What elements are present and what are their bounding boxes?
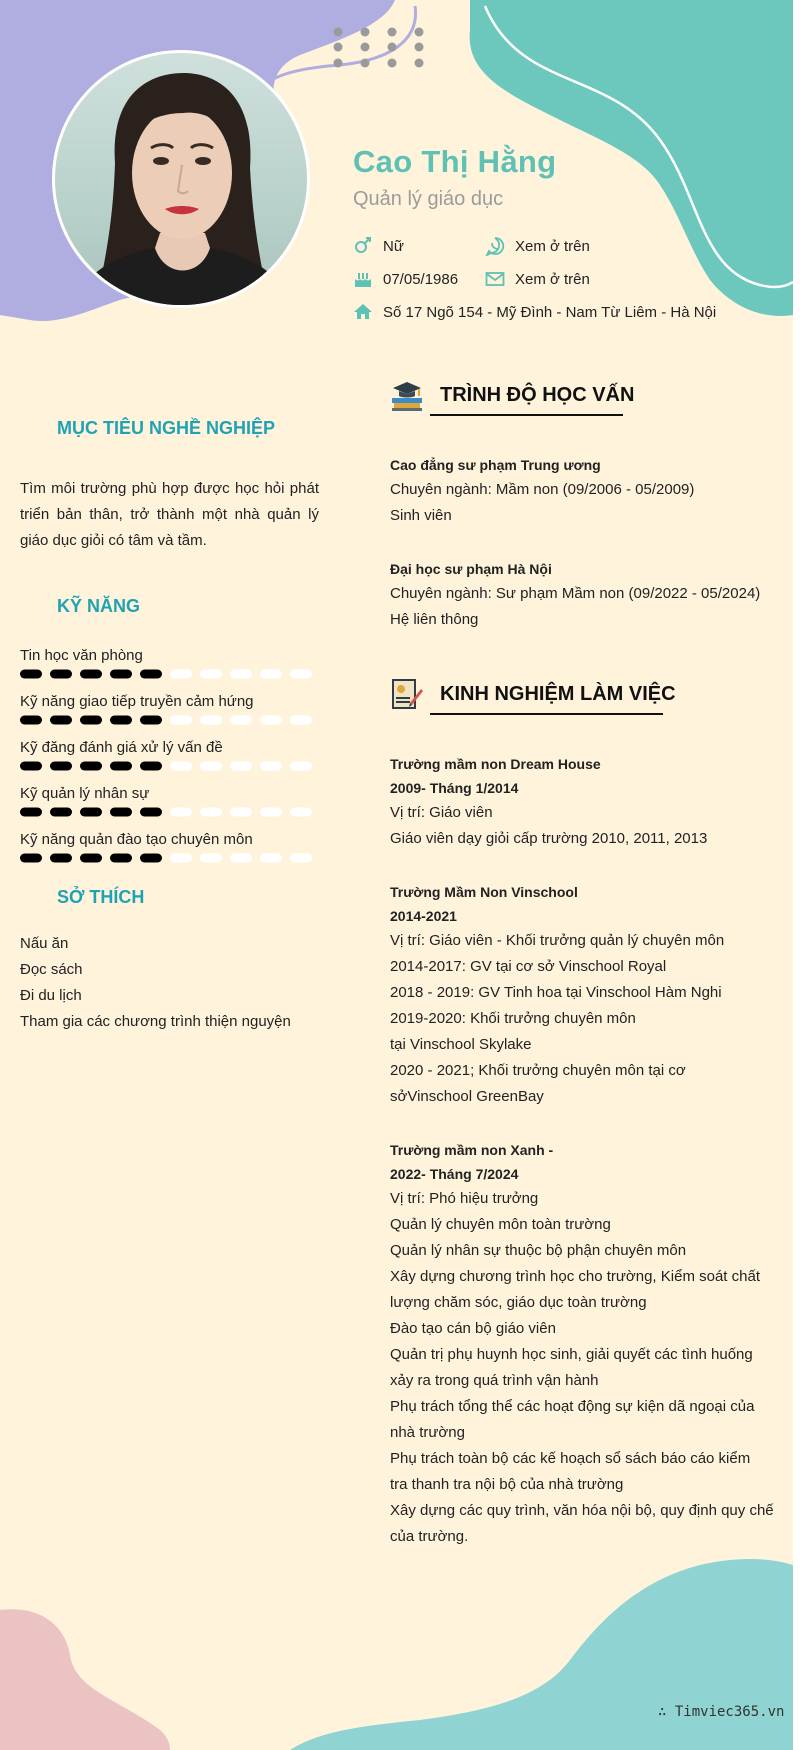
skill-segment-filled [50, 716, 72, 725]
birthday-value: 07/05/1986 [383, 270, 459, 288]
skill-segment-empty [260, 808, 282, 817]
skill-segment-empty [230, 762, 252, 771]
birthday-row [353, 269, 458, 289]
gender-row [353, 236, 404, 256]
skill-label: Kỹ quản lý nhân sự [20, 785, 150, 802]
job-company: Trường mầm non Xanh - [390, 1142, 554, 1158]
skill-segment-filled [80, 762, 102, 771]
job-line: nhà trường [390, 1424, 465, 1441]
skill-segment-filled [110, 670, 132, 679]
graduation-cap-icon [390, 378, 424, 412]
email-row [485, 269, 590, 289]
envelope-icon [485, 269, 505, 289]
skill-segment-empty [170, 854, 192, 863]
job-period: 2014-2021 [390, 908, 457, 924]
skill-segment-empty [260, 762, 282, 771]
skill-segment-empty [170, 670, 192, 679]
gender-value: Nữ [383, 237, 404, 255]
objective-title: MỤC TIÊU NGHỀ NGHIỆP [57, 418, 276, 438]
hobby-item: Nấu ăn [20, 935, 69, 952]
skill-segment-empty [200, 808, 222, 817]
skill-segment-filled [110, 854, 132, 863]
skill-segment-empty [290, 762, 312, 771]
job-line: Quản trị phụ huynh học sinh, giải quyết các tình huống [390, 1346, 753, 1363]
skill-segment-filled [140, 854, 162, 863]
skill-segment-filled [80, 808, 102, 817]
job-line: của trường. [390, 1528, 469, 1545]
skill-segment-empty [290, 854, 312, 863]
job-company: Trường Mầm Non Vinschool [390, 884, 578, 900]
resume-icon [390, 677, 424, 711]
skill-segment-filled [20, 762, 42, 771]
skill-segment-filled [110, 716, 132, 725]
education-note: Hệ liên thông [390, 611, 479, 628]
phone-row [485, 236, 590, 256]
skill-segment-empty [290, 716, 312, 725]
skill-segment-filled [140, 762, 162, 771]
hobby-item: Tham gia các chương trình thiện nguyện [20, 1013, 291, 1030]
job-line: Phụ trách tổng thể các hoạt động sự kiện dã ngoại của [390, 1398, 755, 1415]
skill-segment-filled [20, 854, 42, 863]
phone-value: Xem ở trên [515, 237, 590, 255]
job-line: 2014-2017: GV tại cơ sở Vinschool Royal [390, 958, 667, 975]
job-line: xảy ra trong quá trình vận hành [390, 1372, 599, 1389]
job-line: tại Vinschool Skylake [390, 1036, 532, 1053]
whatsapp-icon [485, 236, 505, 256]
skill-segment-empty [230, 670, 252, 679]
skill-label: Kỹ năng giao tiếp truyền cảm hứng [20, 693, 254, 710]
job-line: Xây dựng chương trình học cho trường, Kiểm soát chất [390, 1268, 760, 1285]
skill-segment-filled [20, 808, 42, 817]
job-title: Quản lý giáo dục [353, 188, 504, 210]
education-school: Cao đẳng sư phạm Trung ương [390, 457, 601, 473]
skill-segment-empty [200, 670, 222, 679]
skill-segment-empty [170, 762, 192, 771]
skill-segment-filled [50, 762, 72, 771]
job-company: Trường mầm non Dream House [390, 756, 601, 772]
gender-icon [353, 236, 373, 256]
skill-segment-empty [230, 716, 252, 725]
job-line: lượng chăm sóc, giáo dục toàn trường [390, 1294, 647, 1311]
skill-bar [20, 853, 320, 863]
hobbies-title: SỞ THÍCH [57, 887, 145, 907]
skill-bar [20, 669, 320, 679]
candidate-name: Cao Thị Hằng [353, 144, 557, 179]
education-note: Sinh viên [390, 507, 452, 524]
job-line: Quản lý nhân sự thuộc bộ phận chuyên môn [390, 1242, 687, 1259]
skill-label: Tin học văn phòng [20, 647, 143, 664]
skill-segment-filled [50, 808, 72, 817]
job-line: Vị trí: Giáo viên - Khối trưởng quản lý chuyên môn [390, 932, 725, 949]
skill-segment-filled [50, 854, 72, 863]
job-line: 2020 - 2021; Khối trưởng chuyên môn tại cơ [390, 1062, 686, 1079]
skill-segment-empty [290, 808, 312, 817]
job-period: 2022- Tháng 7/2024 [390, 1166, 519, 1182]
skill-segment-filled [50, 670, 72, 679]
education-major: Chuyên ngành: Sư phạm Mầm non (09/2022 - 05/2024) [390, 585, 761, 602]
skill-segment-filled [140, 808, 162, 817]
skill-label: Kỹ năng quản đào tạo chuyên môn [20, 831, 253, 848]
job-line: Đào tạo cán bộ giáo viên [390, 1320, 556, 1337]
job-line: Xây dựng các quy trình, văn hóa nội bộ, quy định quy chế [390, 1502, 774, 1519]
address-row [353, 302, 716, 322]
birthday-cake-icon [353, 269, 373, 289]
skill-bar [20, 761, 320, 771]
job-line: 2019-2020: Khối trưởng chuyên môn [390, 1010, 636, 1027]
skill-segment-empty [260, 854, 282, 863]
skill-segment-empty [170, 808, 192, 817]
skill-segment-filled [110, 808, 132, 817]
timviec365-logo: ∴ Timviec365.vn [658, 1704, 785, 1720]
skill-segment-filled [140, 716, 162, 725]
skill-segment-filled [140, 670, 162, 679]
job-line: tra thanh tra nội bộ của nhà trường [390, 1476, 624, 1493]
skill-bar [20, 715, 320, 725]
skill-label: Kỹ đăng đánh giá xử lý vấn đề [20, 739, 223, 756]
skill-segment-empty [230, 854, 252, 863]
skill-segment-empty [260, 670, 282, 679]
objective-text: Tìm môi trường phù hợp được học hỏi phát triển bản thân, trở thành một nhà quản lý giáo dục giỏi có tâm và tầm. [20, 480, 319, 549]
skill-segment-filled [110, 762, 132, 771]
education-underline [430, 414, 623, 416]
education-school: Đại học sư phạm Hà Nội [390, 561, 552, 577]
skill-segment-empty [290, 670, 312, 679]
job-period: 2009- Tháng 1/2014 [390, 780, 519, 796]
home-icon [353, 302, 373, 322]
hobby-item: Đọc sách [20, 961, 83, 978]
skill-segment-empty [260, 716, 282, 725]
skill-bar [20, 807, 320, 817]
skill-segment-empty [200, 716, 222, 725]
job-line: 2018 - 2019: GV Tinh hoa tại Vinschool Hàm Nghi [390, 984, 722, 1001]
skills-title: KỸ NĂNG [57, 596, 141, 616]
skill-segment-filled [20, 716, 42, 725]
job-line: Giáo viên dạy giỏi cấp trường 2010, 2011, 2013 [390, 830, 708, 847]
education-title: TRÌNH ĐỘ HỌC VẤN [440, 384, 635, 406]
hobby-item: Đi du lịch [20, 987, 82, 1004]
job-line: sởVinschool GreenBay [390, 1088, 544, 1105]
skill-segment-filled [20, 670, 42, 679]
skill-segment-filled [80, 670, 102, 679]
skill-segment-empty [170, 716, 192, 725]
skill-segment-empty [200, 854, 222, 863]
skill-segment-filled [80, 854, 102, 863]
skill-segment-empty [230, 808, 252, 817]
experience-underline [430, 713, 663, 715]
skill-segment-empty [200, 762, 222, 771]
job-line: Phụ trách toàn bộ các kế hoạch sổ sách báo cáo kiểm [390, 1450, 751, 1467]
profile-photo [52, 50, 310, 308]
job-line: Vị trí: Giáo viên [390, 804, 493, 821]
address-value: Số 17 Ngõ 154 - Mỹ Đình - Nam Từ Liêm - Hà Nội [383, 303, 717, 321]
skill-segment-filled [80, 716, 102, 725]
job-line: Vị trí: Phó hiệu trưởng [390, 1190, 539, 1207]
experience-title: KINH NGHIỆM LÀM VIỆC [440, 683, 676, 705]
job-line: Quản lý chuyên môn toàn trường [390, 1216, 611, 1233]
education-major: Chuyên ngành: Mầm non (09/2006 - 05/2009) [390, 481, 695, 498]
email-value: Xem ở trên [515, 270, 590, 288]
